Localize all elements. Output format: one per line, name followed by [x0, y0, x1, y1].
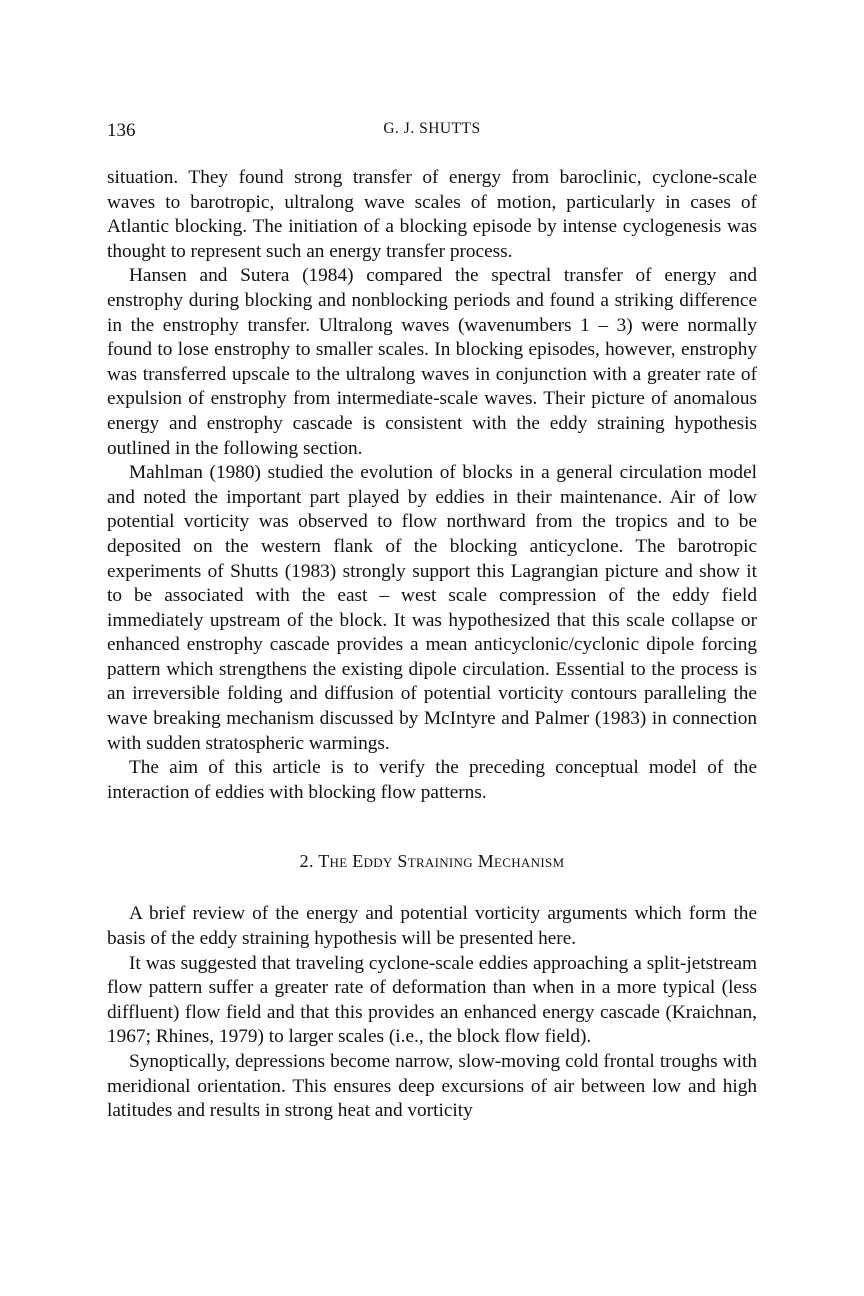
- paragraph-aim: The aim of this article is to verify the preceding conceptual model of the interaction of eddies with blocking flow patterns.: [107, 757, 757, 803]
- paragraph-mahlman: Mahlman (1980) studied the evolution of blocks in a general circulation model and noted the important part played by eddies in their maintenance. Air of low potential vorticity was observed to flow northward from the tropics and to be deposited on the western flank of the blocking anticyclone. The barotropic experiments of Shutts (1983) strongly support this Lagrangian picture and show it to be associated with the east – west scale compression of the eddy field immediately upstream of the block. It was hypothesized that this scale collapse or enhanced enstrophy cascade provides a mean anticyclonic/cyclonic dipole forcing pattern which strengthens the existing dipole circulation. Essential to the process is an irreversible folding and diffusion of potential vorticity contours paralleling the wave breaking mechanism discussed by McIntyre and Palmer (1983) in connection with sudden stratospheric warmings.: [107, 462, 757, 754]
- page-number: 136: [107, 120, 136, 141]
- paragraph-suggestion: It was suggested that traveling cyclone-scale eddies approaching a split-jetstream flow pattern suffer a greater rate of deformation than when in a more typical (less diffluent) flow field and that this provides an enhanced energy cascade (Kraichnan, 1967; Rhines, 1979) to larger scales (i.e., the block flow field).: [107, 952, 757, 1048]
- paragraph-brief-review: A brief review of the energy and potential vorticity arguments which form the basis of the eddy straining hypothesis will be presented here.: [107, 903, 757, 950]
- section-heading: 2. The Eddy Straining Mechanism: [299, 851, 565, 872]
- running-title: G. J. SHUTTS: [383, 120, 481, 137]
- running-head: [107, 120, 757, 144]
- body-text: [107, 166, 757, 1124]
- paragraph-hansen-sutera: Hansen and Sutera (1984) compared the spectral transfer of energy and enstrophy during blocking and nonblocking periods and found a striking difference in the enstrophy transfer. Ultralong waves (wavenumbers 1 – 3) were normally found to lose enstrophy to smaller scales. In blocking episodes, however, enstrophy was transferred upscale to the ultralong waves in conjunction with a greater rate of expulsion of enstrophy from intermediate-scale waves. Their picture of anomalous energy and enstrophy cascade is consistent with the eddy straining hypothesis outlined in the following section.: [107, 265, 757, 459]
- paragraph-synoptically: Synoptically, depressions become narrow, slow-moving cold frontal troughs with meridional orientation. This ensures deep excursions of air between low and high latitudes and results in strong heat and vorticity: [107, 1051, 757, 1122]
- paragraph-continuation: situation. They found strong transfer of energy from baroclinic, cyclone-scale waves to barotropic, ultralong wave scales of motion, particularly in cases of Atlantic blocking. The initiation of a blocking episode by intense cyclogenesis was thought to represent such an energy transfer process.: [107, 167, 757, 262]
